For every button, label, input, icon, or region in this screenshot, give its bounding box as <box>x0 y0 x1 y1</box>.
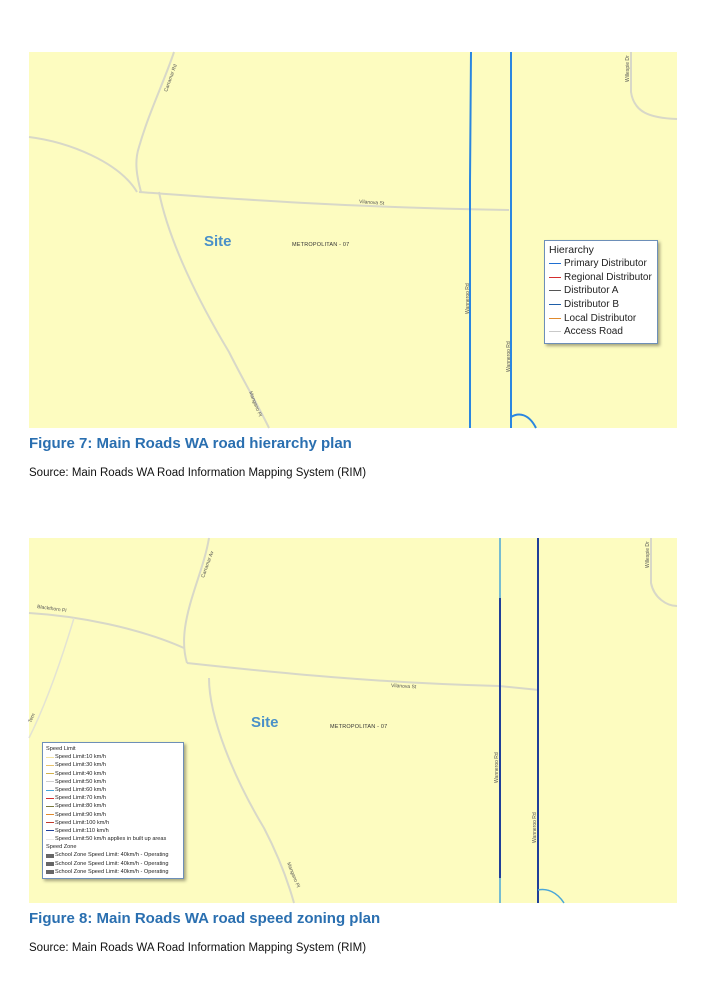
legend-label: School Zone Speed Limit: 40km/h - Operating <box>55 868 169 875</box>
legend-item <box>46 778 183 786</box>
road-label-wanneroo-east: Wanneroo Rd <box>532 812 538 843</box>
legend-label: Speed Limit:80 km/h <box>55 803 106 810</box>
legend-label: Speed Limit:10 km/h <box>55 754 106 761</box>
legend-title: Hierarchy <box>549 244 594 256</box>
road-label-carramar: Carramar Rd <box>163 63 179 93</box>
speed-legend <box>42 742 184 879</box>
legend-label: School Zone Speed Limit: 40km/h - Operating <box>55 852 169 859</box>
site-label: Site <box>251 714 279 731</box>
road-label-carramar: Carramar Av <box>200 550 216 579</box>
speed-zoning-map[interactable] <box>29 538 677 903</box>
legend-title-zone: Speed Zone <box>46 844 77 851</box>
legend-item <box>549 325 657 339</box>
legend-label: Speed Limit:30 km/h <box>55 762 106 769</box>
legend-swatch <box>549 318 561 319</box>
legend-item <box>46 835 183 843</box>
legend-item <box>46 770 183 778</box>
road-label-tern: Tern <box>27 712 37 724</box>
legend-item <box>549 311 657 325</box>
road-label-wanneroo-west: Wanneroo Rd <box>465 283 471 314</box>
legend-item <box>549 284 657 298</box>
road-label-willespie: Willespie Dr <box>625 55 631 82</box>
legend-item <box>46 786 183 794</box>
legend-swatch <box>46 839 54 840</box>
legend-item <box>46 868 183 876</box>
legend-swatch <box>46 773 54 774</box>
legend-swatch <box>46 822 54 823</box>
legend-swatch <box>46 781 54 782</box>
legend-swatch <box>46 798 54 799</box>
figure-8-source: Source: Main Roads WA Road Information Mapping System (RIM) <box>29 942 367 954</box>
legend-item <box>46 851 183 859</box>
road-label-mangano: Mangano Pl <box>247 390 263 418</box>
legend-swatch <box>549 277 561 278</box>
legend-label: Speed Limit:40 km/h <box>55 770 106 777</box>
site-label: Site <box>204 233 232 250</box>
legend-zone-swatch <box>46 862 54 866</box>
legend-label: Speed Limit:100 km/h <box>55 819 110 826</box>
legend-swatch <box>46 757 54 758</box>
legend-title-speed: Speed Limit <box>46 746 76 752</box>
road-label-vilanova: Vilanova St <box>390 683 417 691</box>
legend-label: Distributor A <box>564 285 619 297</box>
legend-item <box>46 761 183 769</box>
legend-zone-swatch <box>46 870 54 874</box>
legend-swatch <box>549 304 561 305</box>
hierarchy-legend <box>544 240 658 344</box>
region-label: METROPOLITAN - 07 <box>330 724 388 730</box>
legend-item <box>46 811 183 819</box>
legend-swatch <box>46 830 54 831</box>
legend-swatch <box>549 290 561 291</box>
legend-item <box>549 298 657 312</box>
road-label-blackthorn: Blackthorn Pl <box>36 604 67 615</box>
figure-8-caption: Figure 8: Main Roads WA road speed zoning plan <box>29 910 381 927</box>
legend-label: Regional Distributor <box>564 271 652 283</box>
legend-swatch <box>549 263 561 264</box>
road-label-wanneroo-east: Wanneroo Rd <box>506 341 512 372</box>
legend-item <box>46 819 183 827</box>
legend-item <box>46 860 183 868</box>
legend-label: Speed Limit:50 km/h applies in built up areas <box>55 836 167 843</box>
road-label-wanneroo-west: Wanneroo Rd <box>494 752 500 783</box>
legend-item <box>549 257 657 271</box>
legend-item <box>46 753 183 761</box>
legend-item <box>46 794 183 802</box>
hierarchy-map[interactable] <box>29 52 677 428</box>
legend-label: Speed Limit:60 km/h <box>55 786 106 793</box>
legend-item <box>549 271 657 285</box>
legend-zone-swatch <box>46 854 54 858</box>
legend-swatch <box>46 790 54 791</box>
road-label-vilanova: Vilanova St <box>358 199 385 207</box>
legend-label: Speed Limit:110 km/h <box>55 827 109 834</box>
legend-label: School Zone Speed Limit: 40km/h - Operating <box>55 860 169 867</box>
legend-label: Access Road <box>564 326 623 338</box>
legend-swatch <box>549 331 561 332</box>
legend-item <box>46 802 183 810</box>
legend-swatch <box>46 765 54 766</box>
figure-7-source: Source: Main Roads WA Road Information Mapping System (RIM) <box>29 467 367 479</box>
region-label: METROPOLITAN - 07 <box>292 242 350 248</box>
figure-7-caption: Figure 7: Main Roads WA road hierarchy plan <box>29 435 352 452</box>
legend-swatch <box>46 814 54 815</box>
legend-label: Local Distributor <box>564 312 637 324</box>
road-label-mangano: Mangano Pl <box>285 861 301 889</box>
legend-label: Speed Limit:70 km/h <box>55 795 106 802</box>
legend-swatch <box>46 806 54 807</box>
legend-label: Speed Limit:50 km/h <box>55 778 106 785</box>
legend-label: Speed Limit:90 km/h <box>55 811 106 818</box>
road-label-willespie: Willespie Dr <box>645 541 651 568</box>
legend-label: Distributor B <box>564 299 620 311</box>
legend-label: Primary Distributor <box>564 258 647 270</box>
legend-item <box>46 827 183 835</box>
